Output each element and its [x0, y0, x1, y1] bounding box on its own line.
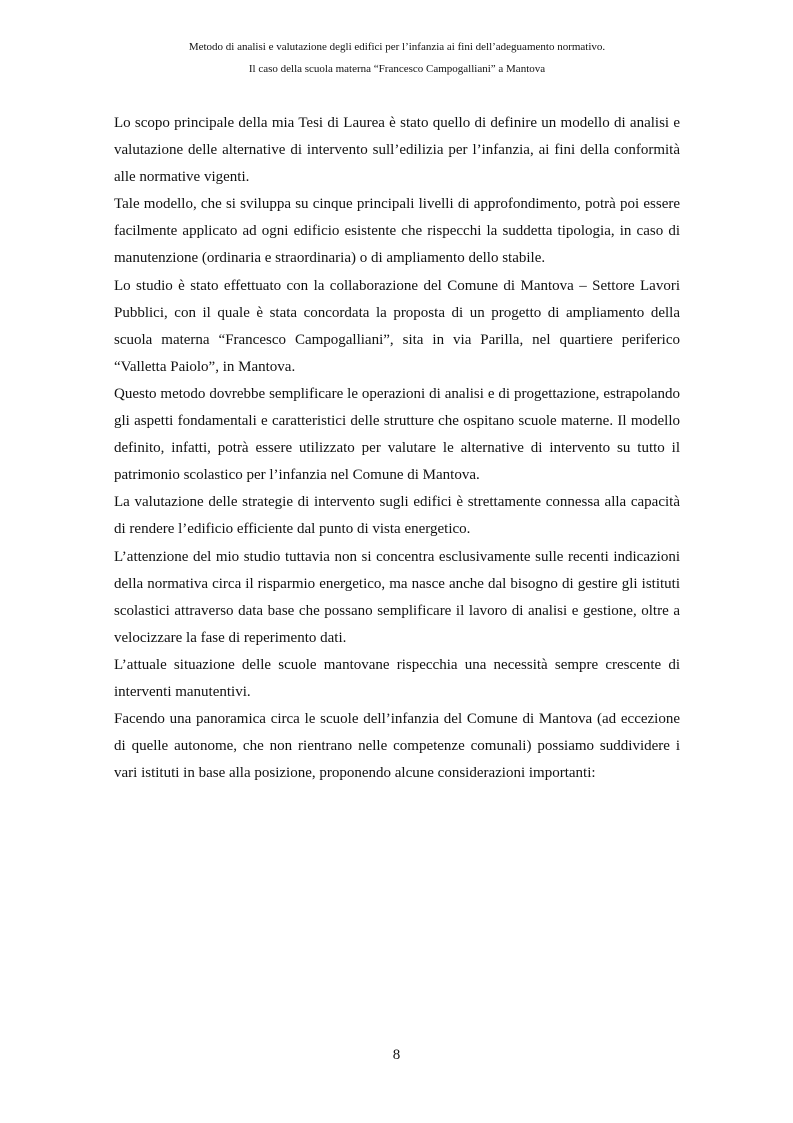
paragraph: L’attenzione del mio studio tuttavia non si concentra esclusivamente sulle recenti indicazioni della normativa circa il risparmio energetico, ma nasce anche dal bisogno di gestire gli istituti scolastici attraverso data base che possano semplificare il lavoro di analisi e gestione, oltre a velocizzare la fase di reperimento dati. — [114, 548, 680, 646]
paragraph: Facendo una panoramica circa le scuole dell’infanzia del Comune di Mantova (ad eccezione di quelle autonome, che non rientrano nelle competenze comunali) possiamo suddividere i vari istituti in base alla posizione, proponendo alcune considerazioni importanti: — [114, 711, 680, 782]
paragraph: Tale modello, che si sviluppa su cinque principali livelli di approfondimento, potrà poi essere facilmente applicato ad ogni edificio esistente che rispecchi la suddetta tipologia, in caso di manutenzione (ordinaria e straordinaria) o di ampliamento dello stabile. — [114, 196, 680, 267]
paragraph: L’attuale situazione delle scuole mantovane rispecchia una necessità sempre crescente di interventi manutentivi. — [114, 656, 680, 700]
header-line-2: Il caso della scuola materna “Francesco Campogalliani” a Mantova — [248, 63, 546, 75]
paragraph: Questo metodo dovrebbe semplificare le operazioni di analisi e di progettazione, estrapolando gli aspetti fondamentali e caratteristici delle strutture che ospitano scuole materne. Il modello definito, infatti, potrà essere utilizzato per valutare le alternative di intervento su tutto il patrimonio scolastico per l’infanzia nel Comune di Mantova. — [114, 385, 680, 484]
page-number: 8 — [392, 1047, 401, 1063]
running-header — [114, 36, 680, 80]
header-line-1: Metodo di analisi e valutazione degli edifici per l’infanzia ai fini dell’adeguamento normativo. — [188, 41, 606, 53]
paragraph: Lo studio è stato effettuato con la collaborazione del Comune di Mantova – Settore Lavori Pubblici, con il quale è stata concordata la proposta di un progetto di ampliamento della scuola materna “Francesco Campogalliani”, sita in via Parilla, nel quartiere periferico “Valletta Paiolo”, in Mantova. — [114, 277, 680, 375]
paragraph: La valutazione delle strategie di intervento sugli edifici è strettamente connessa alla capacità di rendere l’edificio efficiente dal punto di vista energetico. — [114, 494, 680, 538]
paragraph: Lo scopo principale della mia Tesi di Laurea è stato quello di definire un modello di analisi e valutazione delle alternative di intervento sull’edilizia per l’infanzia, ai fini della conformità alle normative vigenti. — [114, 115, 680, 186]
document-body — [114, 110, 680, 787]
